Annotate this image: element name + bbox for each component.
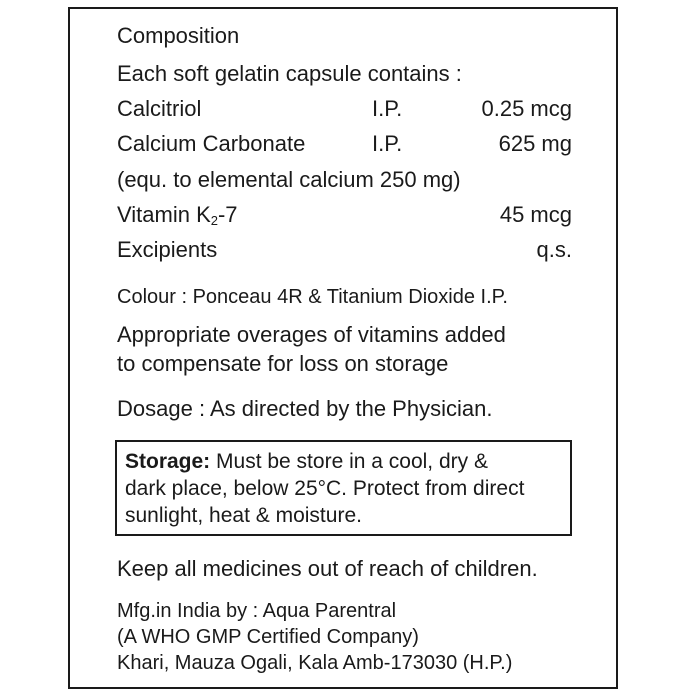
vitamin-suffix: -7 xyxy=(217,202,238,227)
overages-line-2: to compensate for loss on storage xyxy=(117,351,449,376)
dosage-statement: Dosage : As directed by the Physician. xyxy=(117,396,493,421)
storage-line-1: Storage: Must be store in a cool, dry & xyxy=(125,450,488,473)
colour-statement: Colour : Ponceau 4R & Titanium Dioxide I.P. xyxy=(117,286,508,308)
manufacturer-line-2: (A WHO GMP Certified Company) xyxy=(117,626,419,648)
manufacturer-address: Khari, Mauza Ogali, Kala Amb-173030 (H.P.) xyxy=(117,652,513,674)
ingredient-quantity: 45 mcg xyxy=(499,202,572,227)
composition-heading: Composition xyxy=(117,23,240,48)
storage-label: Storage: xyxy=(125,450,211,473)
ingredient-name: Calcitriol xyxy=(117,96,202,121)
storage-box xyxy=(115,440,572,536)
ingredient-quantity: q.s. xyxy=(536,237,572,262)
ingredient-quantity: 625 mg xyxy=(498,131,572,156)
ingredient-quantity: 0.25 mcg xyxy=(481,96,572,121)
ingredient-name xyxy=(117,202,238,234)
ingredient-name: Calcium Carbonate xyxy=(117,131,306,156)
storage-line-2: dark place, below 25°C. Protect from direct xyxy=(125,477,525,500)
elemental-calcium-note: (equ. to elemental calcium 250 mg) xyxy=(117,167,461,192)
overages-line-1: Appropriate overages of vitamins added xyxy=(117,322,506,347)
vitamin-subscript: 2 xyxy=(210,213,218,228)
ingredient-standard: I.P. xyxy=(372,96,403,121)
storage-line-3: sunlight, heat & moisture. xyxy=(125,504,362,527)
ingredient-standard: I.P. xyxy=(372,131,403,156)
composition-intro: Each soft gelatin capsule contains : xyxy=(117,61,462,86)
vitamin-name: Vitamin K xyxy=(117,202,211,227)
ingredient-name: Excipients xyxy=(117,237,218,262)
manufacturer-line-1: Mfg.in India by : Aqua Parentral xyxy=(117,600,397,622)
children-warning: Keep all medicines out of reach of children. xyxy=(117,556,538,581)
